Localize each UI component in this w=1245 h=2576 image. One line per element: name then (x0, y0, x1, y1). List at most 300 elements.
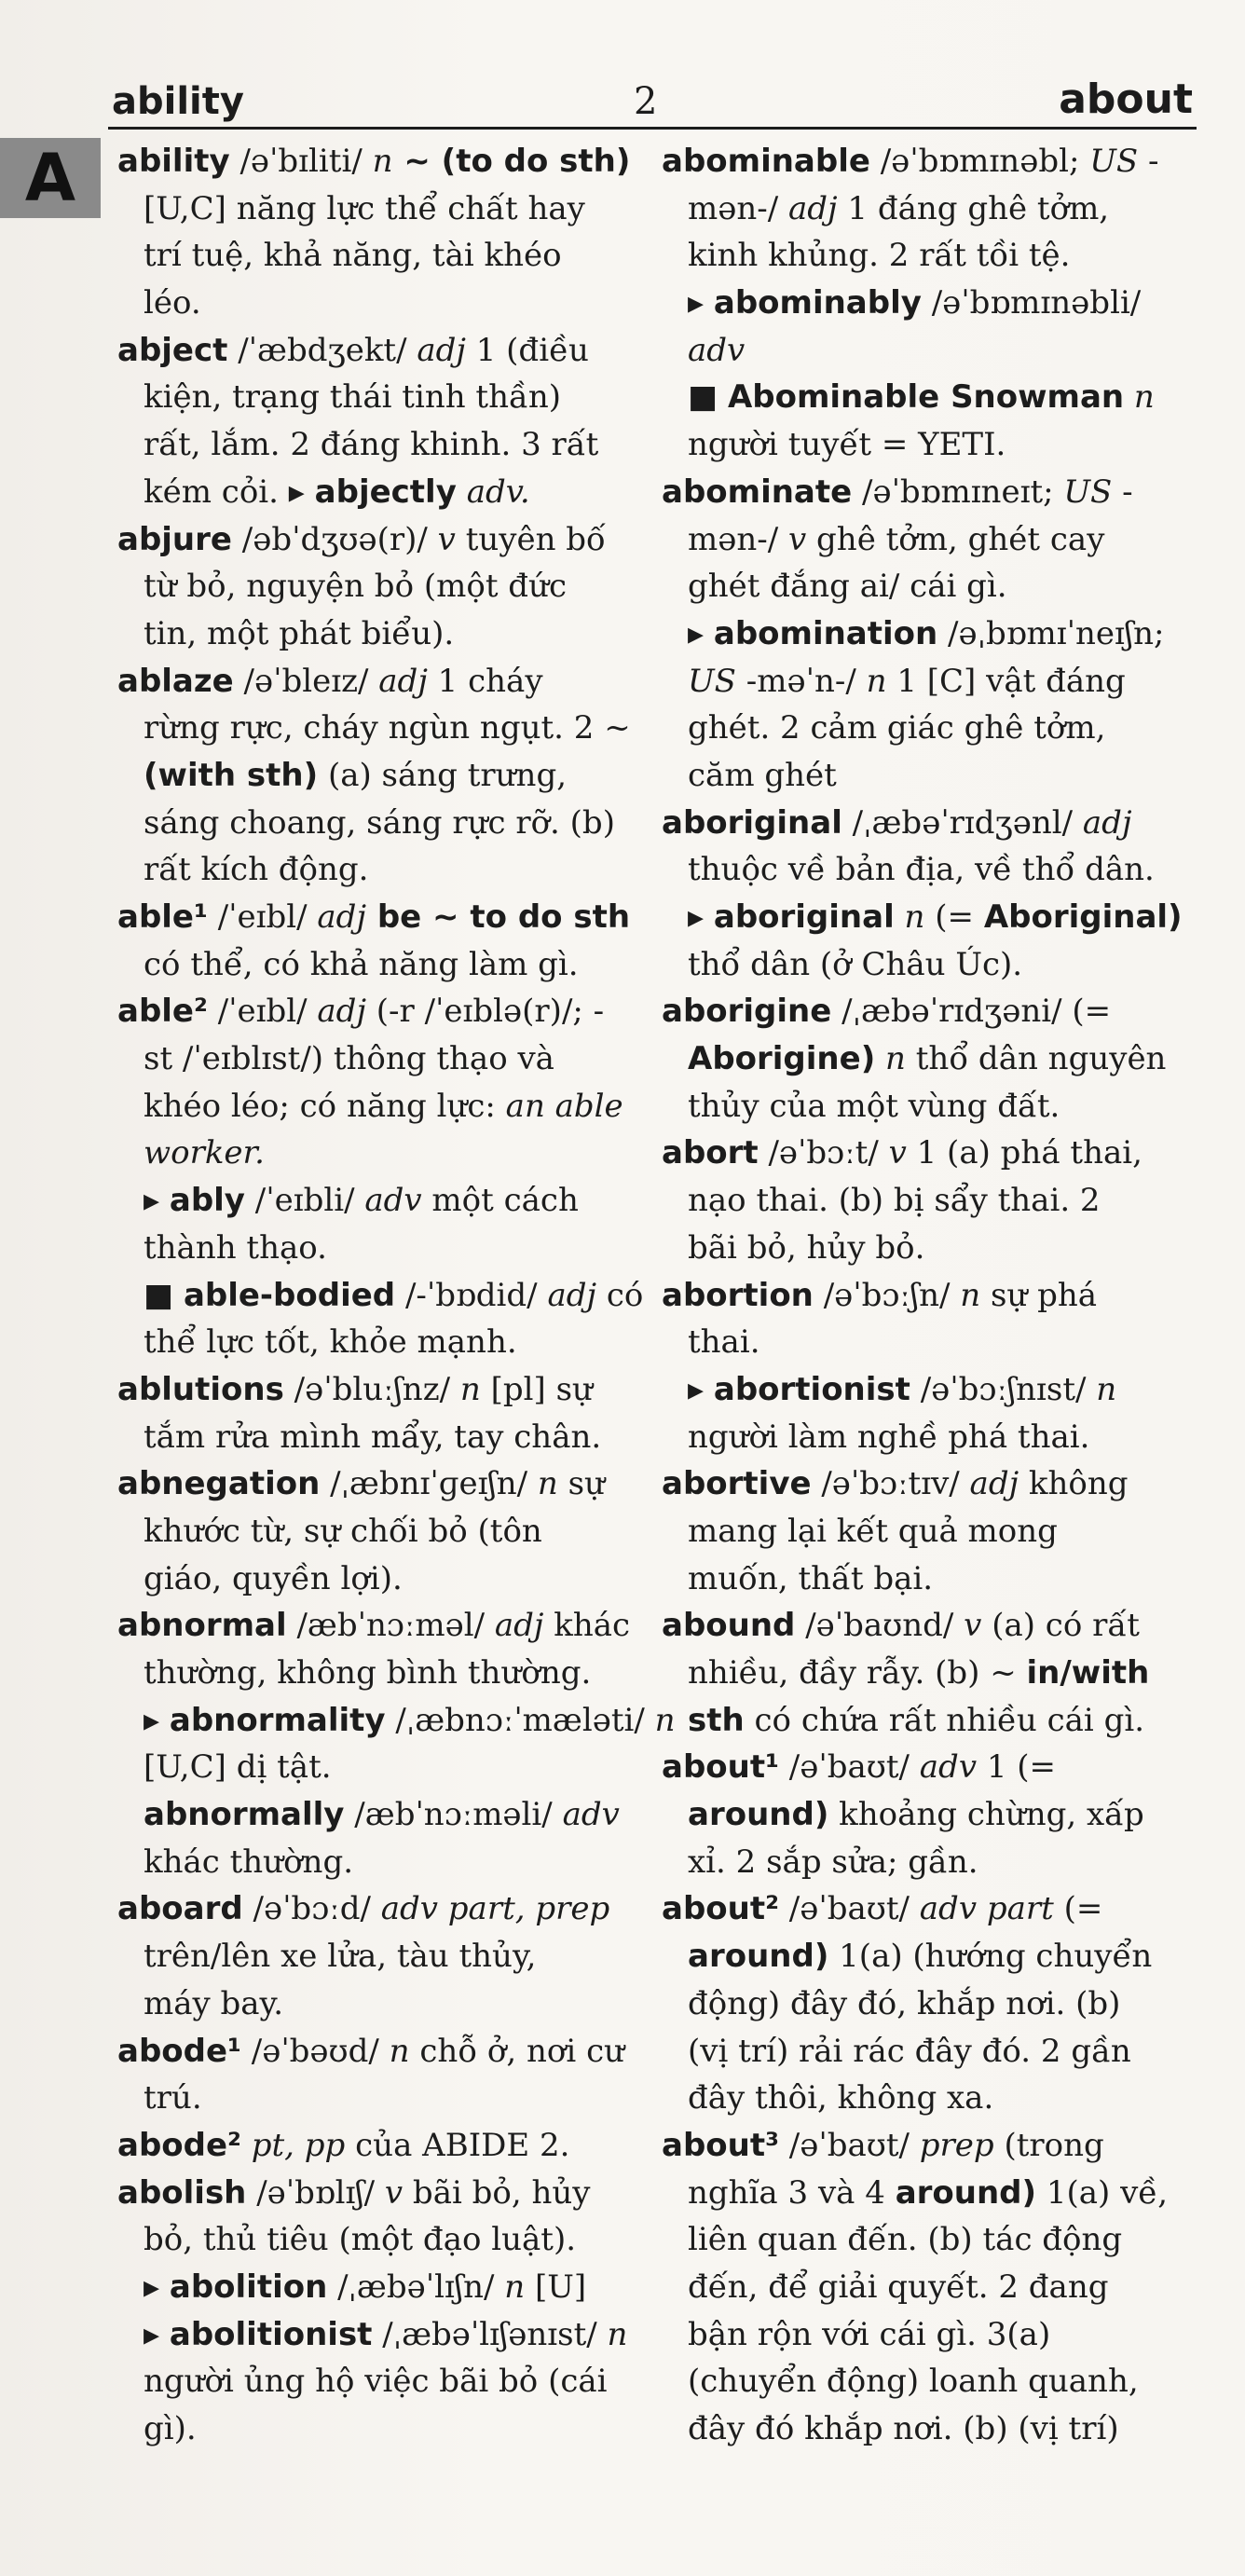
definition-text: /ˈeɪbl/ (207, 993, 318, 1031)
entry-line (117, 846, 639, 894)
definition-text: thổ dân nguyên (905, 1040, 1167, 1078)
definition-text: kém cỏi. (144, 473, 289, 511)
entry-line (117, 2075, 639, 2122)
entry-line (662, 1177, 1193, 1225)
entry-line (662, 988, 1193, 1035)
entry-line (662, 846, 1193, 894)
definition-text: sáng choang, sáng rực rỡ. (b) (144, 803, 615, 842)
definition-text: nghĩa 3 và 4 (688, 2173, 896, 2212)
dictionary-entry (117, 1791, 639, 1885)
grammar-label: adj (378, 662, 428, 700)
entry-line (117, 1035, 639, 1083)
entry-line (662, 800, 1193, 847)
entry-line (662, 2075, 1193, 2122)
definition-text: /əˈbɔːd/ (242, 1890, 381, 1928)
entry-line (117, 2216, 639, 2264)
dictionary-entry (662, 1272, 1193, 1366)
definition-text: muốn, thất bại. (688, 1559, 934, 1597)
grammar-label: v (964, 1607, 982, 1645)
definition-text: ghê tởm, ghét cay (806, 520, 1105, 558)
entry-line (662, 1083, 1193, 1130)
definition-text: bận rộn với cái gì. 3(a) (688, 2315, 1051, 2353)
headword: abode¹ (117, 2032, 241, 2070)
entry-line (662, 1366, 1193, 1414)
grammar-label: prep (919, 2126, 994, 2164)
definition-text: /əˈbaʊt/ (779, 1748, 920, 1787)
header-rule (108, 127, 1197, 130)
entry-line (117, 516, 639, 564)
entry-line (117, 1555, 639, 1603)
grammar-label: v (788, 520, 807, 558)
triangle-bullet-icon: ▸ (688, 284, 714, 322)
headword: abolish (117, 2173, 247, 2212)
entry-line (117, 705, 639, 752)
definition-text: ghét. 2 cảm giác ghê tởm, (688, 709, 1106, 747)
definition-text: /ˈeɪbli/ (244, 1182, 365, 1220)
entry-line (117, 1885, 639, 1933)
entry-line (662, 1460, 1193, 1508)
definition-text: /-ˈbɒdid/ (395, 1276, 548, 1314)
entry-line (662, 2264, 1193, 2311)
headword: abound (662, 1607, 796, 1645)
dictionary-entry (117, 327, 639, 516)
bold-text: ~ (to do sth) (392, 143, 631, 180)
definition-text: nạo thai. (b) bị sẩy thai. 2 (688, 1182, 1101, 1220)
definition-text: khác (543, 1607, 631, 1645)
headword: abortive (662, 1465, 812, 1503)
definition-text: rất kích động. (144, 851, 369, 889)
entry-line (117, 1791, 639, 1839)
headword: ability (117, 143, 230, 180)
definition-text: kinh khủng. 2 rất tồi tệ. (688, 237, 1071, 275)
definition-text: mən-/ (688, 520, 789, 558)
definition-text: thành thạo. (144, 1228, 327, 1267)
entry-line (662, 2216, 1193, 2264)
bold-text: (with sth) (144, 756, 319, 794)
dictionary-entry (662, 610, 1193, 800)
entry-line (662, 610, 1193, 658)
entry-line (117, 1083, 639, 1130)
headword: ablutions (117, 1370, 284, 1408)
entry-line (117, 658, 639, 706)
grammar-label: adj (494, 1607, 544, 1645)
entry-line (662, 1697, 1193, 1745)
bold-text: around) (688, 1796, 829, 1834)
entry-line (117, 2405, 639, 2453)
grammar-label: n (504, 2268, 526, 2306)
definition-text: người tuyết = YETI. (688, 426, 1006, 464)
dictionary-entry (662, 894, 1193, 988)
definition-text: /əˈbɒmɪneɪt; (852, 473, 1064, 511)
entry-line (662, 658, 1193, 706)
definition-text: rất, lắm. 2 đáng khinh. 3 rất (144, 426, 599, 464)
entry-line (117, 610, 639, 658)
triangle-bullet-icon: ▸ (144, 2315, 170, 2353)
definition-text: đây thôi, không xa. (688, 2079, 994, 2117)
grammar-label: adv (562, 1796, 620, 1834)
grammar-label: adv (919, 1748, 978, 1787)
grammar-label: v (437, 520, 456, 558)
grammar-label: adv part, prep (380, 1890, 610, 1928)
grammar-label: pt, pp (240, 2126, 346, 2164)
definition-text: /əˈbaʊt/ (779, 1890, 920, 1928)
dictionary-entry (117, 2028, 639, 2122)
grammar-label: adj (417, 331, 466, 369)
entry-line (117, 138, 639, 185)
grammar-label: v (888, 1134, 907, 1172)
definition-text: (a) sáng trưng, (318, 756, 568, 794)
dictionary-entry (662, 374, 1193, 468)
headword: abnegation (117, 1465, 321, 1503)
bold-text: able-bodied (183, 1276, 396, 1314)
bold-text: abomination (713, 614, 938, 652)
bold-text: in/with (1026, 1654, 1150, 1692)
definition-text: thường, không bình thường. (144, 1654, 592, 1692)
definition-text: /ˌæbəˈrɪdʒəni/ (= (831, 993, 1112, 1031)
definition-text: [U,C] dị tật. (144, 1748, 332, 1787)
entry-line (662, 1035, 1193, 1083)
entry-line (662, 516, 1193, 564)
definition-text: - (1112, 473, 1133, 511)
definition-text: /əˈbɔːʃn/ (813, 1276, 961, 1314)
definition-text: (a) có rất (981, 1607, 1140, 1645)
headword: abject (117, 331, 228, 369)
definition-text: 1 [C] vật đáng (886, 662, 1126, 700)
grammar-label: n (1096, 1370, 1117, 1408)
definition-text: mən-/ (688, 189, 789, 227)
grammar-label: n (372, 143, 393, 180)
left-guide-word: ability (112, 80, 244, 123)
entry-line (662, 2311, 1193, 2359)
entry-line (662, 374, 1193, 421)
definition-text: mang lại kết quả mong (688, 1512, 1058, 1550)
dictionary-entry (117, 988, 639, 1177)
definition-text: xỉ. 2 sắp sửa; gần. (688, 1843, 978, 1881)
headword: able² (117, 993, 208, 1031)
dictionary-entry (117, 1460, 639, 1602)
entry-line (662, 1508, 1193, 1555)
grammar-label: adv (688, 331, 746, 369)
grammar-label: adv (364, 1182, 422, 1220)
entry-line (662, 138, 1193, 185)
entry-line (117, 185, 639, 233)
definition-text: người làm nghề phá thai. (688, 1418, 1090, 1456)
entry-line (662, 1933, 1193, 1980)
grammar-label: v (384, 2173, 404, 2212)
triangle-bullet-icon: ▸ (144, 1701, 170, 1739)
entry-line (117, 1225, 639, 1272)
entry-line (662, 327, 1193, 375)
definition-text: 1 cháy (427, 662, 543, 700)
entry-line (117, 1319, 639, 1366)
bold-text: be ~ to do sth (365, 898, 631, 936)
entry-line (117, 800, 639, 847)
definition-text: /əˈbɔːtɪv/ (811, 1465, 970, 1503)
definition-text: /əˈbluːʃnz/ (283, 1370, 460, 1408)
definition-text: 1(a) (hướng chuyển (828, 1938, 1153, 1976)
headword: able¹ (117, 898, 208, 936)
entry-line (117, 1130, 639, 1177)
square-bullet-icon: ■ (688, 378, 728, 417)
definition-text: máy bay. (144, 1984, 284, 2022)
definition-text: -məˈn-/ (735, 662, 867, 700)
definition-text: thuộc về bản địa, về thổ dân. (688, 851, 1155, 889)
entry-line (662, 1885, 1193, 1933)
definition-text: /əˈbaʊnd/ (795, 1607, 965, 1645)
entry-line (662, 1130, 1193, 1177)
grammar-label: n (389, 2032, 410, 2070)
triangle-bullet-icon: ▸ (144, 2268, 170, 2306)
definition-text: (chuyển động) loanh quanh, (688, 2363, 1139, 2401)
dictionary-entry (662, 988, 1193, 1130)
definition-text: giáo, quyền lợi). (144, 1559, 403, 1597)
definition-text: đến, để giải quyết. 2 đang (688, 2268, 1109, 2306)
definition-text: kiện, trạng thái tinh thần) (144, 378, 561, 417)
entry-line (117, 327, 639, 375)
entry-line (117, 1460, 639, 1508)
triangle-bullet-icon: ▸ (288, 473, 315, 511)
definition-text: gì). (144, 2410, 197, 2447)
entry-line (662, 705, 1193, 752)
definition-text: một cách (421, 1182, 579, 1220)
entry-line (662, 2028, 1193, 2076)
bold-text: abortionist (713, 1370, 910, 1408)
definition-text: 1 (a) phá thai, (906, 1134, 1142, 1172)
dictionary-entry (662, 1366, 1193, 1460)
grammar-label: US (1089, 143, 1139, 180)
bold-text: Aborigine) (688, 1040, 876, 1078)
entry-line (117, 2028, 639, 2076)
dictionary-entry (117, 1697, 676, 1791)
dictionary-entry (117, 658, 639, 894)
triangle-bullet-icon: ▸ (688, 614, 714, 652)
headword: abominable (662, 143, 870, 180)
headword: aboriginal (662, 803, 842, 842)
entry-line (662, 752, 1193, 800)
definition-text: người ủng hộ việc bãi bỏ (cái (144, 2363, 608, 2401)
entry-line (662, 2358, 1193, 2405)
entry-line (117, 1839, 639, 1886)
definition-text: [U,C] năng lực thể chất hay (144, 189, 585, 227)
definition-text: - (1138, 143, 1159, 180)
bold-text: around) (688, 1938, 829, 1976)
headword: abnormal (117, 1607, 287, 1645)
entry-line (117, 469, 639, 516)
entry-line (662, 421, 1193, 469)
grammar-label: an able (505, 1087, 623, 1125)
definition-text: (= (1053, 1890, 1103, 1928)
entry-line (662, 185, 1193, 233)
entry-line (117, 1697, 676, 1745)
definition-text: /ˌæbəˈrɪdʒənl/ (841, 803, 1083, 842)
entry-line (662, 232, 1193, 280)
entry-line (117, 563, 639, 610)
headword: abortion (662, 1276, 814, 1314)
entry-line (117, 1508, 639, 1555)
headword: abominate (662, 473, 853, 511)
definition-text: liên quan đến. (b) tác động (688, 2221, 1123, 2259)
square-bullet-icon: ■ (144, 1276, 184, 1314)
entry-line (117, 2170, 639, 2217)
headword: about³ (662, 2126, 779, 2164)
bold-text: around) (895, 2173, 1037, 2212)
grammar-label: adj (969, 1465, 1019, 1503)
triangle-bullet-icon: ▸ (688, 1370, 714, 1408)
definition-text: /əˈbɒmɪnəbli/ (921, 284, 1142, 322)
entry-line (662, 1555, 1193, 1603)
headword: aboard (117, 1890, 243, 1928)
definition-text: léo. (144, 284, 201, 322)
grammar-label: n (894, 898, 925, 936)
grammar-label: n (537, 1465, 558, 1503)
dictionary-entry (117, 2264, 639, 2311)
grammar-label: US (1063, 473, 1113, 511)
definition-text: /əˈbɒlɪʃ/ (246, 2173, 385, 2212)
definition-text: trí tuệ, khả năng, tài khéo (144, 237, 562, 275)
dictionary-entry (662, 1602, 1193, 1744)
entry-line (117, 941, 639, 989)
entry-line (117, 1980, 639, 2028)
grammar-label: adj (547, 1276, 597, 1314)
dictionary-entry (662, 800, 1193, 894)
dictionary-entry (117, 1885, 639, 2027)
entry-line (662, 1602, 1193, 1650)
definition-text: /ˌæbnɪˈɡeɪʃn/ (320, 1465, 538, 1503)
grammar-label: n (607, 2315, 628, 2353)
definition-text: [U] (525, 2268, 587, 2306)
headword: about¹ (662, 1748, 779, 1787)
entry-line (662, 1980, 1193, 2028)
grammar-label: n (875, 1040, 906, 1078)
headword: ablaze (117, 662, 234, 700)
definition-text: /ˌæbnɔːˈmæləti/ (385, 1701, 655, 1739)
definition-text: khoảng chừng, xấp (828, 1796, 1144, 1834)
headword: aborigine (662, 993, 832, 1031)
entry-line (662, 2170, 1193, 2217)
entry-line (662, 1650, 1193, 1697)
definition-text: tắm rửa mình mẩy, tay chân. (144, 1418, 602, 1456)
grammar-label: adj (788, 189, 838, 227)
entry-line (117, 1366, 639, 1414)
definition-text: st /ˈeɪblɪst/) thông thạo và (144, 1040, 554, 1078)
definition-text: chỗ ở, nơi cư (409, 2032, 625, 2070)
headword: abort (662, 1134, 759, 1172)
entry-line (662, 280, 1193, 327)
entry-line (117, 2311, 639, 2359)
grammar-label: adj (317, 993, 366, 1031)
entry-line (117, 1744, 639, 1791)
dictionary-entry (662, 469, 1193, 610)
definition-text: (= (924, 898, 984, 936)
definition-text: [pl] sự (480, 1370, 593, 1408)
entry-line (662, 1225, 1193, 1272)
bold-text: abominably (713, 284, 922, 322)
entry-line (117, 1650, 639, 1697)
dictionary-entry (117, 516, 639, 658)
grammar-label: n (459, 1370, 481, 1408)
definition-text: /ˈeɪbl/ (207, 898, 318, 936)
grammar-label: adj (1082, 803, 1132, 842)
grammar-label: n (1124, 378, 1155, 417)
bold-text: abjectly (314, 473, 457, 511)
dictionary-entry (117, 2170, 639, 2264)
definition-text: /ˌæbəˈlɪʃənɪst/ (372, 2315, 608, 2353)
definition-text: /ˌæbəˈlɪʃn/ (327, 2268, 505, 2306)
definition-text: (-r /ˈeɪblə(r)/; - (365, 993, 605, 1031)
grammar-label: n (654, 1701, 676, 1739)
entry-line (662, 1791, 1193, 1839)
definition-text: /əˌbɒmɪˈneɪʃn; (937, 614, 1165, 652)
right-guide-word: about (1059, 75, 1193, 123)
entry-line (117, 988, 639, 1035)
definition-text: sự phá (980, 1276, 1098, 1314)
definition-text: rừng rực, cháy ngùn ngụt. 2 ~ (144, 709, 631, 747)
definition-text: /æbˈnɔːməli/ (344, 1796, 563, 1834)
bold-text: abnormally (144, 1796, 345, 1834)
entry-line (117, 1414, 639, 1461)
dictionary-entry (662, 138, 1193, 280)
definition-text: /əˈbɒmɪnəbl; (869, 143, 1090, 180)
entry-line (117, 894, 639, 941)
bold-text: aboriginal (713, 898, 895, 936)
entry-line (662, 2122, 1193, 2170)
entry-line (662, 894, 1193, 941)
dictionary-entry (117, 1366, 639, 1460)
entry-line (662, 469, 1193, 516)
page-number: 2 (634, 80, 658, 123)
definition-text: 1 (điều (465, 331, 589, 369)
bold-text: ably (169, 1182, 245, 1220)
entry-line (117, 421, 639, 469)
definition-text: khác thường. (144, 1843, 354, 1881)
definition-text: (vị trí) rải rác đây đó. 2 gần (688, 2032, 1131, 2070)
definition-text: thổ dân (ở Châu Úc). (688, 945, 1023, 983)
dictionary-entry (117, 1177, 639, 1271)
definition-text: (trong (993, 2126, 1104, 2164)
dictionary-entry (662, 1744, 1193, 1885)
entry-line (662, 1414, 1193, 1461)
entry-line (117, 2358, 639, 2405)
headword: abjure (117, 520, 232, 558)
grammar-label: US (688, 662, 736, 700)
definition-text: thủy của một vùng đất. (688, 1087, 1060, 1125)
definition-text: có chứa rất nhiều cái gì. (744, 1701, 1145, 1739)
right-column (662, 138, 1193, 2453)
definition-text: không (1019, 1465, 1129, 1503)
definition-text: 1 đáng ghê tởm, (837, 189, 1110, 227)
definition-text: bãi bỏ, hủy (403, 2173, 591, 2212)
dictionary-entry (662, 1460, 1193, 1602)
dictionary-entry (117, 138, 639, 327)
entry-line (117, 1602, 639, 1650)
bold-text: Aboriginal) (983, 898, 1183, 936)
grammar-label: n (960, 1276, 981, 1314)
definition-text: từ bỏ, nguyện bỏ (một đức (144, 568, 568, 606)
left-column (117, 138, 676, 2453)
dictionary-entry (117, 1272, 644, 1366)
dictionary-entry (662, 1885, 1193, 2121)
entry-line (662, 941, 1193, 989)
definition-text: /æbˈnɔːməl/ (286, 1607, 495, 1645)
entry-line (117, 1933, 639, 1980)
entry-line (662, 1319, 1193, 1366)
dictionary-entry (662, 280, 1193, 374)
dictionary-entry (117, 2311, 639, 2453)
definition-text: của ABIDE 2. (345, 2126, 570, 2164)
definition-text: /əˈbəʊd/ (240, 2032, 390, 2070)
definition-text: /ˈæbdʒekt/ (227, 331, 417, 369)
definition-text: trên/lên xe lửa, tàu thủy, (144, 1938, 537, 1976)
